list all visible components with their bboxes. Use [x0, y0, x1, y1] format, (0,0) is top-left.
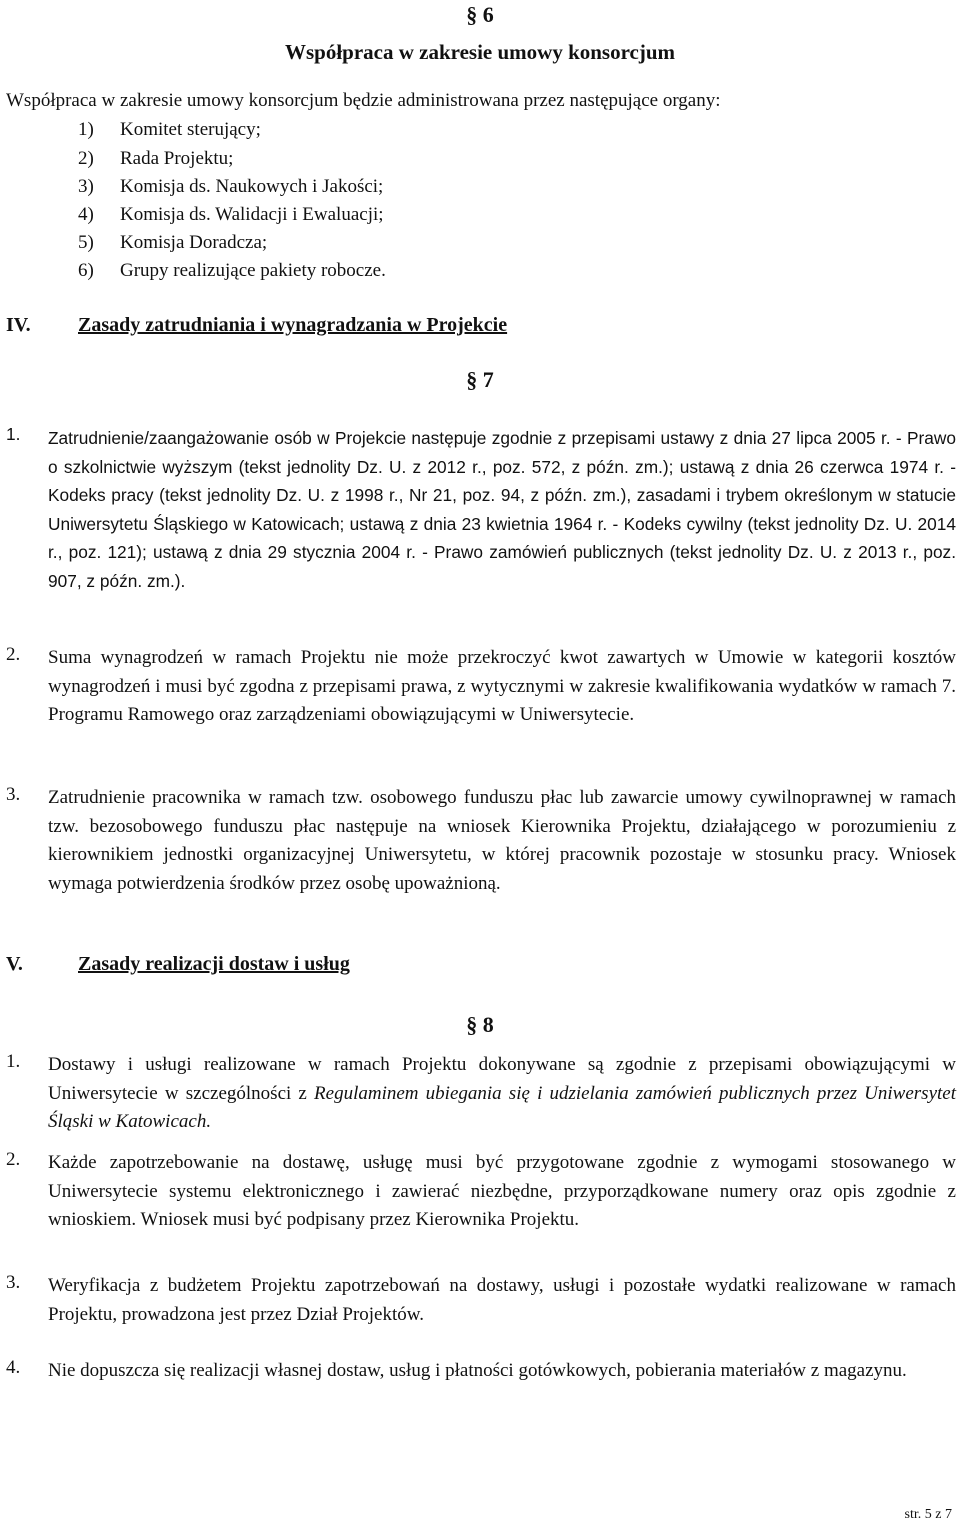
list-item: 1) Komitet sterujący; [78, 119, 261, 140]
section-v-title: Zasady realizacji dostaw i usług [78, 953, 350, 975]
paragraph-8-4-text: Nie dopuszcza się realizacji własnej dostaw, usług i płatności gotówkowych, pobierania materiałów z magazynu. [48, 1360, 907, 1381]
paragraph-8-1-text: Dostawy i usługi realizowane w ramach Projektu dokonywane są zgodnie z przepisami obowiązującymi w Uniwersytecie w szczególności z Regulaminem ubiegania się i udzielania zamówień publicznych przez Uniwersytet Śląski w Katowicach. [48, 1054, 956, 1133]
paragraph-7-3: 3. Zatrudnienie pracownika w ramach tzw. osobowego funduszu płac lub zawarcie umowy cywilnoprawnej w ramach tzw. bezosobowego funduszu płac następuje na wniosek Kierownika Projektu, działającego w porozumieniu z kierownikiem jednostki organizacyjnej Uniwersytetu, w której pracownik pozostaje w stosunku pracy. Wniosek wymaga potwierdzenia środków przez osobę upoważnioną. [6, 784, 956, 934]
section-8-sign: § 8 [466, 1012, 494, 1037]
paragraph-8-1: 1. Dostawy i usługi realizowane w ramach Projektu dokonywane są zgodnie z przepisami obowiązującymi w Uniwersytecie w szczególności z Regulaminem ubiegania się i udzielania zamówień publicznych przez Uniwersytet Śląski w Katowicach. [6, 1051, 956, 1141]
paragraph-8-3-text: Weryfikacja z budżetem Projektu zapotrzebowań na dostawy, usługi i pozostałe wydatki realizowane w ramach Projektu, prowadzona jest przez Dział Projektów. [48, 1275, 956, 1325]
section-iv-title: Zasady zatrudniania i wynagradzania w Projekcie [78, 314, 508, 336]
section-6-title: Współpraca w zakresie umowy konsorcjum [284, 40, 676, 64]
list-item: 6) Grupy realizujące pakiety robocze. [78, 260, 386, 281]
list-item: 3) Komisja ds. Naukowych i Jakości; [78, 176, 384, 197]
section-v-number: V. [6, 953, 23, 975]
paragraph-7-1-text: Zatrudnienie/zaangażowanie osób w Projekcie następuje zgodnie z przepisami ustawy z dnia 27 lipca 2005 r. - Prawo o szkolnictwie wyższym (tekst jednolity Dz. U. z 2012 r., poz. 572, z późn. zm.); ustawą z dnia 26 czerwca 1974 r. - Kodeks pracy (tekst jednolity Dz. U. z 1998 r., Nr 21, poz. 94, z późn. zm.), zasadami i trybem określonym w statucie Uniwersytetu Śląskiego w Katowicach; ustawą z dnia 23 kwietnia 1964 r. - Kodeks cywilny (tekst jednolity Dz. U. 2014 r., poz. 121); ustawą z dnia 29 stycznia 2004 r. - Prawo zamówień publicznych (tekst jednolity Dz. U. z 2013 r., poz. 907, z późn. zm.). [48, 428, 956, 591]
section-6-sign: § 6 [466, 2, 494, 27]
list-item: 2) Rada Projektu; [78, 148, 234, 169]
intro-text: Współpraca w zakresie umowy konsorcjum będzie administrowana przez następujące organy: [6, 90, 721, 111]
paragraph-7-2: 2. Suma wynagrodzeń w ramach Projektu nie może przekroczyć kwot zawartych w Umowie w kategorii kosztów wynagrodzeń i musi być zgodna z przepisami prawa, z wytycznymi w zakresie kwalifikowania wydatków w ramach 7. Programu Ramowego oraz zarządzeniami obowiązującymi w Uniwersytecie. [6, 644, 956, 764]
paragraph-7-2-text: Suma wynagrodzeń w ramach Projektu nie może przekroczyć kwot zawartych w Umowie w kategorii kosztów wynagrodzeń i musi być zgodna z przepisami prawa, z wytycznymi w zakresie kwalifikowania wydatków w ramach 7. Programu Ramowego oraz zarządzeniami obowiązującymi w Uniwersytecie. [48, 647, 956, 726]
paragraph-7-3-text: Zatrudnienie pracownika w ramach tzw. osobowego funduszu płac lub zawarcie umowy cywilnoprawnej w ramach tzw. bezosobowego funduszu płac następuje na wniosek Kierownika Projektu, działającego w porozumieniu z kierownikiem jednostki organizacyjnej Uniwersytetu, w której pracownik pozostaje w stosunku pracy. Wniosek wymaga potwierdzenia środków przez osobę upoważnioną. [48, 787, 956, 894]
section-7-sign: § 7 [466, 367, 494, 392]
section-iv-heading [6, 314, 956, 344]
section-iv-number: IV. [6, 314, 31, 336]
section-v-heading [6, 953, 956, 983]
page-number: str. 5 z 7 [904, 1507, 952, 1522]
paragraph-8-2-text: Każde zapotrzebowanie na dostawę, usługę musi być przygotowane zgodnie z wymogami stosowanego w Uniwersytecie systemu elektronicznego i zawierać niezbędne, przyporządkowane numery oraz opis zgodnie z wnioskiem. Wniosek musi być podpisany przez Kierownika Projektu. [48, 1152, 956, 1231]
paragraph-8-2: 2. Każde zapotrzebowanie na dostawę, usługę musi być przygotowane zgodnie z wymogami stosowanego w Uniwersytecie systemu elektronicznego i zawierać niezbędne, przyporządkowane numery oraz opis zgodnie z wnioskiem. Wniosek musi być podpisany przez Kierownika Projektu. [6, 1149, 956, 1269]
paragraph-8-4: 4. Nie dopuszcza się realizacji własnej dostaw, usług i płatności gotówkowych, pobierania materiałów z magazynu. [6, 1357, 956, 1417]
paragraph-8-3: 3. Weryfikacja z budżetem Projektu zapotrzebowań na dostawy, usługi i pozostałe wydatki realizowane w ramach Projektu, prowadzona jest przez Dział Projektów. [6, 1272, 956, 1332]
list-item: 4) Komisja ds. Walidacji i Ewaluacji; [78, 204, 384, 225]
paragraph-7-1: 1. Zatrudnienie/zaangażowanie osób w Projekcie następuje zgodnie z przepisami ustawy z dnia 27 lipca 2005 r. - Prawo o szkolnictwie wyższym (tekst jednolity Dz. U. z 2012 r., poz. 572, z późn. zm.); ustawą z dnia 26 czerwca 1974 r. - Kodeks pracy (tekst jednolity Dz. U. z 1998 r., Nr 21, poz. 94, z późn. zm.), zasadami i trybem określonym w statucie Uniwersytetu Śląskiego w Katowicach; ustawą z dnia 23 kwietnia 1964 r. - Kodeks cywilny (tekst jednolity Dz. U. 2014 r., poz. 121); ustawą z dnia 29 stycznia 2004 r. - Prawo zamówień publicznych (tekst jednolity Dz. U. z 2013 r., poz. 907, z późn. zm.). [6, 424, 956, 624]
list-item: 5) Komisja Doradcza; [78, 232, 268, 253]
regulation-title: Regulaminem ubiegania się i udzielania zamówień publicznych przez Uniwersytet Śląski w Katowicach. [48, 1082, 956, 1133]
